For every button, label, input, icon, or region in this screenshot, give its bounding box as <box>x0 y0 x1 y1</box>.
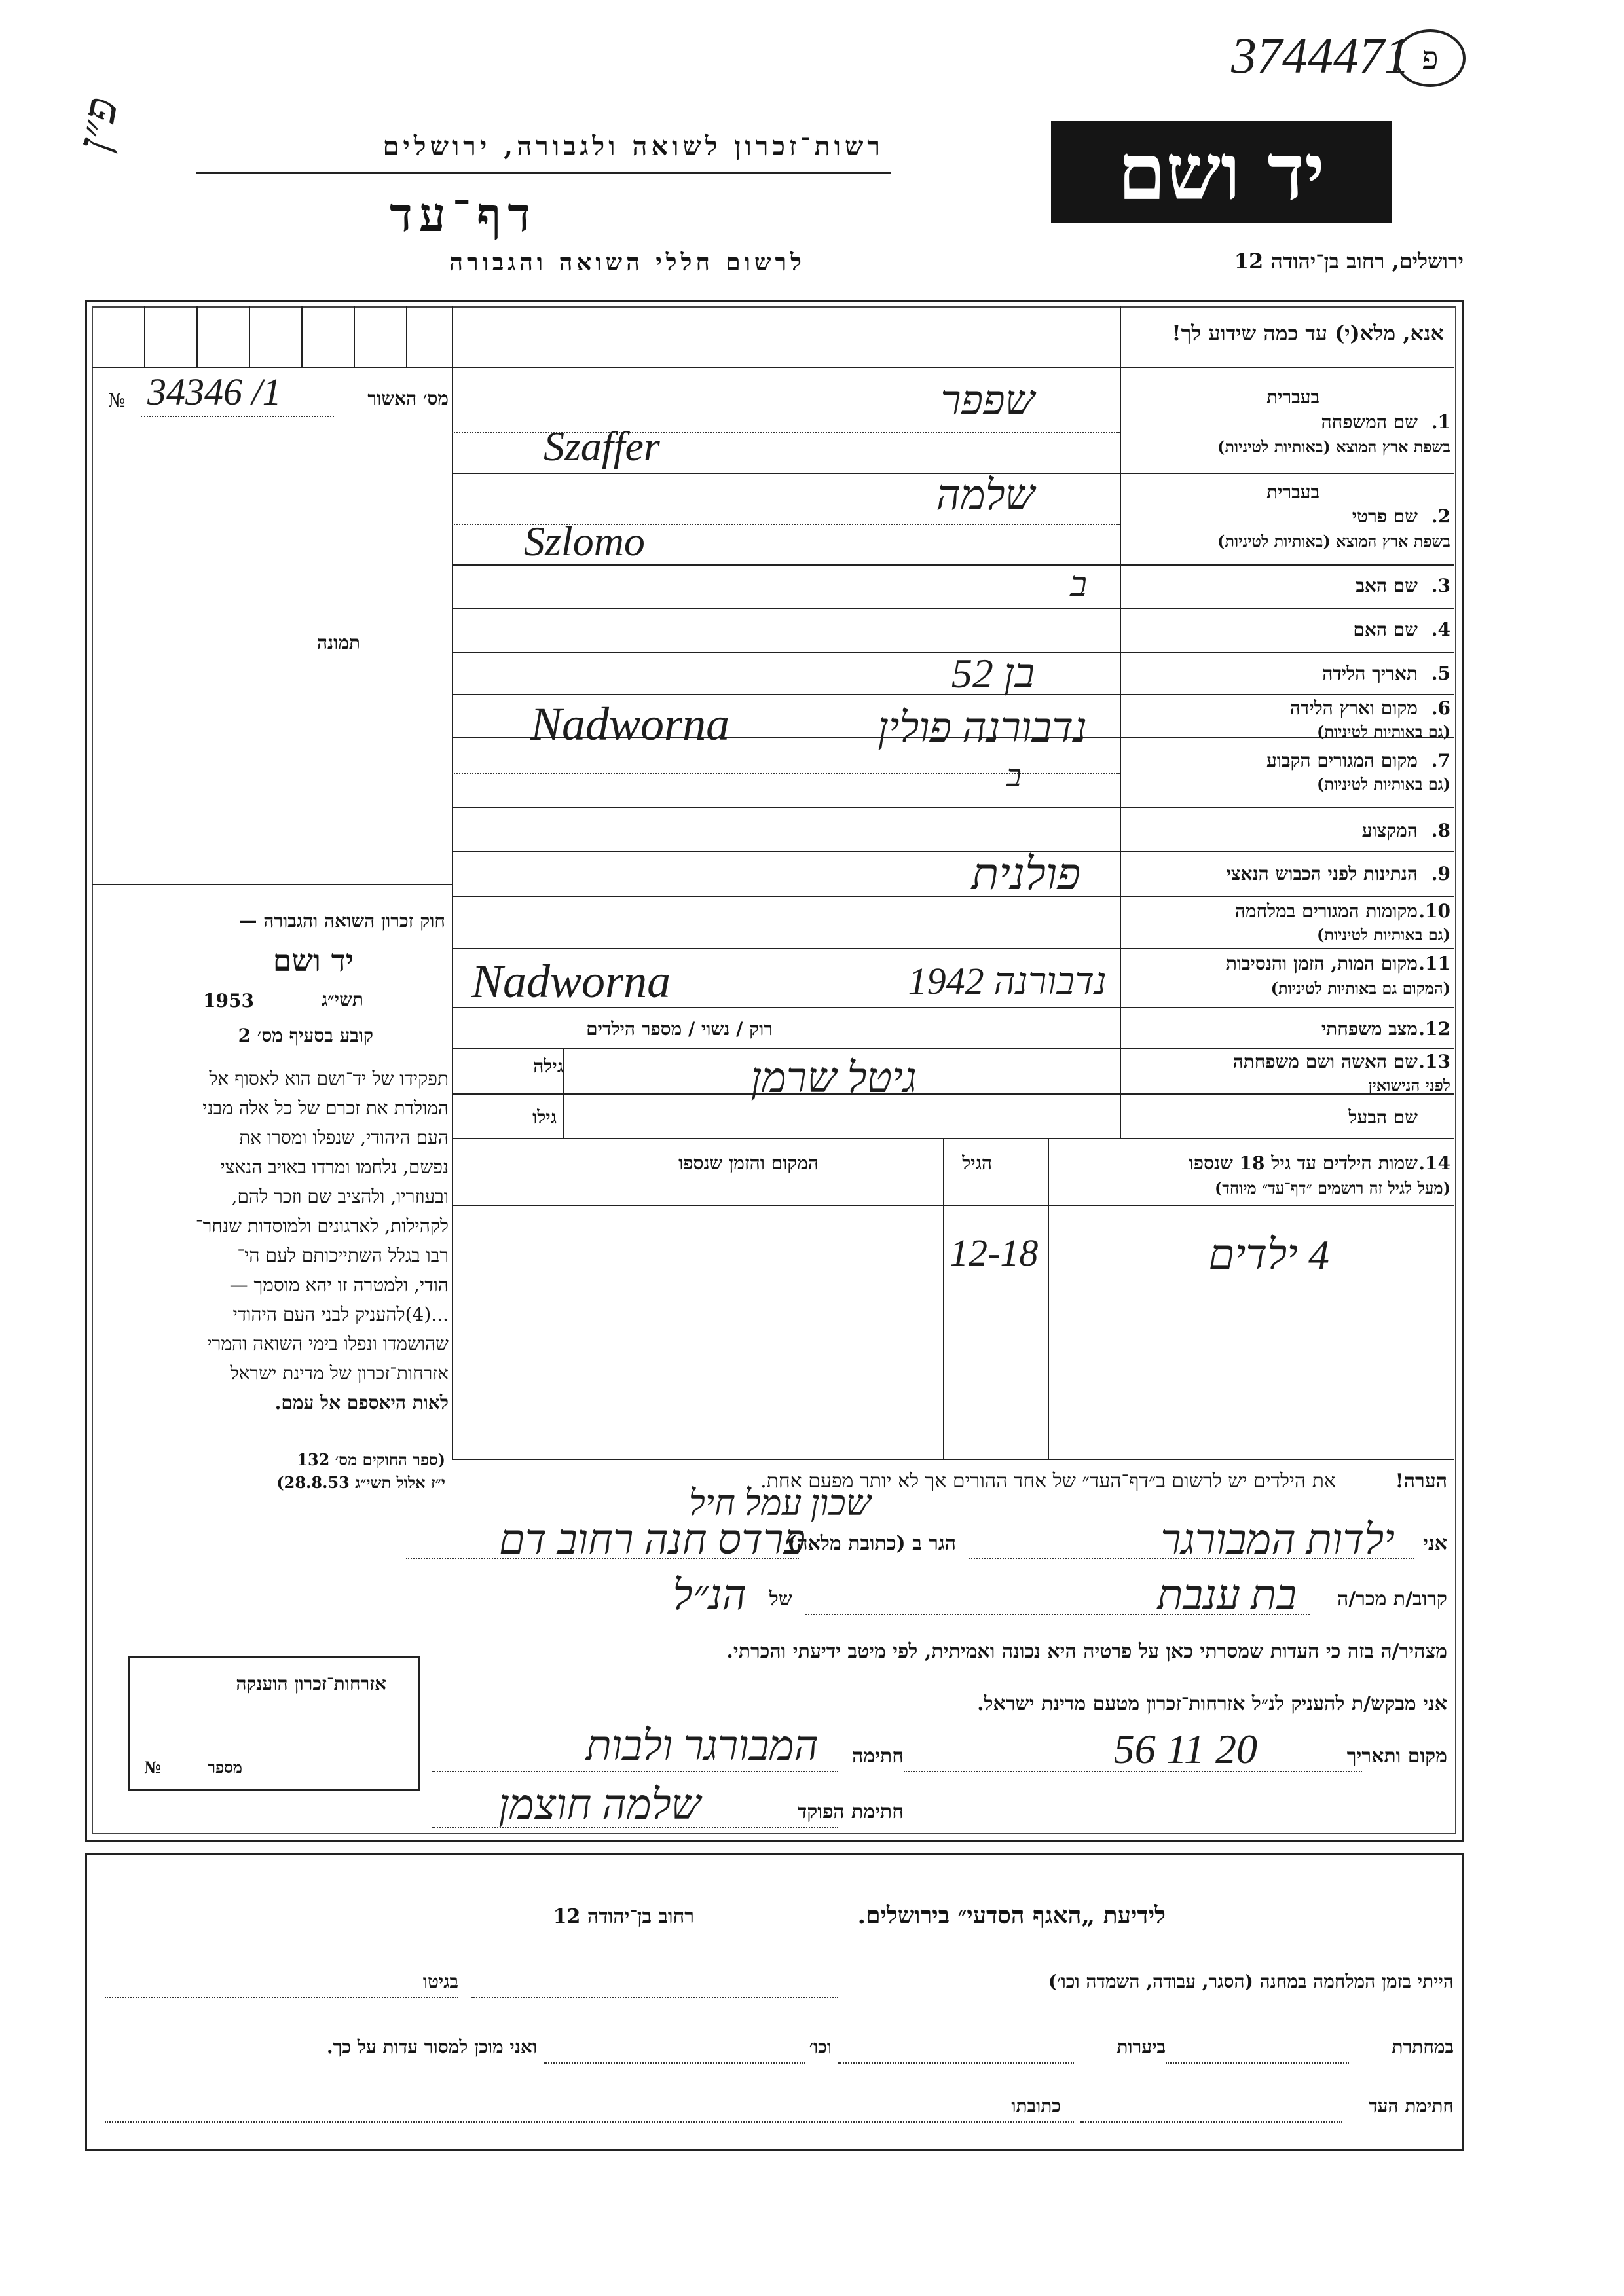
declarant-address: פרדס חנה רחוב דם <box>498 1516 805 1563</box>
bottom-dotline <box>1166 2062 1349 2064</box>
row-line <box>452 851 1454 852</box>
declarant-signature-label: חתימה <box>852 1745 904 1768</box>
field-1-label: שם המשפחה <box>1321 411 1418 433</box>
field-13-sub: לפני הנישואין <box>1368 1076 1450 1095</box>
declarant-declaration: מצהיר/ה בזה כי העדות שמסרתי כאן על פרטיה היא נכונה ואמיתית, לפי מיטב ידיעתי והכרתי. <box>726 1640 1447 1663</box>
bottom-dotline <box>838 2062 1074 2064</box>
signature-dotline <box>432 1771 838 1772</box>
field-1-num: 1. <box>1431 411 1450 433</box>
bottom-dotline <box>105 2121 1074 2123</box>
field-11-num: 11. <box>1418 953 1450 974</box>
declarant-request: אני מבקש/ת להעניק לנ״ל אזרחות־זכרון מטעם מדינת ישראל. <box>977 1692 1447 1715</box>
declarant-signature-value: המבורגר ולבות <box>585 1722 819 1769</box>
bottom-line3-b: כתובתו <box>1011 2095 1061 2117</box>
declarant-address-dotline <box>406 1558 799 1559</box>
field-13-label: שם האשה ושם משפחתה <box>1232 1051 1418 1072</box>
law-line: שהושמדו ונפלו בימי השואה והמרי <box>207 1333 449 1355</box>
field-1-hebrew-tag: בעברית <box>1266 386 1320 408</box>
approval-dotline <box>141 416 334 417</box>
law-body <box>82 1064 449 1417</box>
instructions-underline <box>452 367 1454 368</box>
field-13-num: 13. <box>1418 1051 1450 1072</box>
row-line <box>452 896 1454 897</box>
law-year: 1953 <box>203 990 254 1011</box>
field-9-value: פולנית <box>971 849 1080 899</box>
field-12-options: רוק / נשוי / מספר הילדים <box>586 1018 773 1040</box>
children-bottom-line <box>452 1459 1454 1460</box>
bottom-dotline <box>105 1997 458 1998</box>
form-subtitle: לרשום חללי השואה והגבורה <box>449 249 805 276</box>
declarant-prefix: אני <box>1423 1532 1447 1555</box>
field-6-value: נדבורנה פולין <box>877 704 1087 751</box>
bottom-dotline <box>1080 2121 1342 2123</box>
field-2-num: 2. <box>1431 505 1450 527</box>
field-13-age-label: גילה <box>533 1055 563 1077</box>
law-line: לקהילות, לארגונים ולמוסדות שנחר־ <box>195 1215 449 1237</box>
field-2-latin-value: Szlomo <box>524 518 645 564</box>
bottom-title: לידיעת „האגף הסדעי״ בירושלים. <box>857 1902 1166 1929</box>
cell-divider <box>249 306 250 367</box>
declarant-of-value: הנ״ל <box>673 1572 747 1618</box>
authority-name: רשות־זכרון לשואה ולגבורה, ירושלים <box>382 131 884 162</box>
law-line: לאות היאספם אל עמם. <box>274 1392 449 1413</box>
children-age-header: הגיל <box>962 1152 992 1174</box>
field-10-sub: (גם באותיות לטיניות) <box>1316 925 1450 944</box>
archive-side-mark: פ״ן <box>69 94 128 155</box>
law-hebrew-year: תשי״ג <box>321 989 363 1010</box>
field-6-latin-value: Nadworna <box>530 698 730 750</box>
bottom-line1-a: הייתי בזמן המלחמה במחנה (הסגר, עבודה, השמדה וכו׳) <box>1048 1971 1454 1992</box>
field-5-label: תאריך הלידה <box>1322 663 1418 684</box>
photo-label: תמונה <box>316 632 360 653</box>
law-line: רבו בגלל השתייכותם לעם הי־ <box>237 1245 449 1266</box>
officer-dotline <box>432 1827 838 1828</box>
field-4-num: 4. <box>1431 619 1450 640</box>
bottom-dotline <box>471 1997 838 1998</box>
field-2-label: שם פרטי <box>1352 505 1418 527</box>
field-2-sub: בשפת ארץ המוצא (באותיות לטיניות) <box>1217 532 1450 551</box>
field-11-sub: (המקום גם באותיות לטיניות) <box>1270 979 1450 998</box>
officer-signature-value: שלמה חוצמן <box>498 1781 701 1828</box>
children-divider <box>1048 1138 1049 1459</box>
children-divider <box>943 1138 944 1459</box>
date-dotline <box>904 1771 1362 1772</box>
law-title: חוק זכרון השואה והגבורה — <box>238 910 445 932</box>
field-1-sub: בשפת ארץ המוצא (באותיות לטיניות) <box>1217 437 1450 456</box>
field-12-label: מצב משפחתי <box>1321 1018 1418 1040</box>
field-1-latin-value: Szaffer <box>544 423 660 469</box>
declarant-address-note: שכון עמל חיל <box>688 1484 871 1523</box>
children-sub: (מעל לגיל זה רושמים ״דף־עד״ מיוחד) <box>1214 1178 1450 1197</box>
declarant-relation-value: בת ענבת <box>1157 1572 1297 1618</box>
declarant-name: ילדות המבורגר <box>1160 1516 1395 1563</box>
field-4-label: שם האם <box>1353 619 1418 640</box>
field-5-value: בן 52 <box>951 650 1035 697</box>
declarant-relation-dotline <box>805 1614 1310 1615</box>
field-8-label: המקצוע <box>1361 820 1418 841</box>
declarant-of-label: של <box>769 1588 792 1611</box>
declarant-relation-label: קרוב/ת מכר/ה <box>1337 1588 1447 1611</box>
children-num: 14. <box>1418 1152 1450 1174</box>
field-7-num: 7. <box>1431 750 1450 771</box>
field-11-value: נדבורנה 1942 <box>908 960 1107 1002</box>
field-2-hebrew-value: שלמה <box>936 472 1035 519</box>
field-2-hebrew-tag: בעברית <box>1266 481 1320 503</box>
field-3-label: שם האב <box>1356 575 1418 596</box>
approval-number-label: מס׳ האשור <box>367 388 449 409</box>
field-1-hebrew-value: שפפר <box>940 377 1035 424</box>
citizenship-box-title: אזרחות־זכרון הוענקה <box>236 1673 386 1694</box>
cell-divider <box>406 306 407 367</box>
age-divider <box>563 1048 564 1138</box>
field-7-label: מקום המגורים הקבוע <box>1266 750 1418 771</box>
law-line: הודי, ולמטרה זו יהא מוסמך — <box>229 1274 449 1296</box>
children-entry-age: 12-18 <box>950 1231 1039 1274</box>
cell-divider <box>301 306 303 367</box>
law-line: העם היהודי, שנפלו ומסרו את <box>239 1127 449 1148</box>
citizenship-box-number-label: מספר <box>208 1758 242 1777</box>
law-source-2: י״ז אלול תשי״ג 28.8.53) <box>276 1473 445 1492</box>
field-9-num: 9. <box>1431 863 1450 884</box>
field-11-latin-value: Nadworna <box>471 955 671 1008</box>
declarant-date-value: 20 11 56 <box>1113 1726 1257 1772</box>
field-6-label: מקום וארץ הלידה <box>1289 697 1418 719</box>
field-7-sub: (גם באותיות לטיניות) <box>1316 774 1450 793</box>
bottom-line2-b: ביערות <box>1116 2036 1166 2058</box>
approval-cells-bottom <box>92 367 452 368</box>
photo-area-bottom <box>92 884 452 885</box>
note-text: את הילדים יש לרשום ב״דף־העד״ של אחד ההורים אך לא יותר מפעם אחת. <box>760 1470 1336 1493</box>
row-line <box>452 1048 1454 1049</box>
law-name: יד ושם <box>272 943 354 978</box>
law-line: נפשם, נלחמו ומרדו באויב הנאצי <box>220 1156 449 1178</box>
field-3-value: ב <box>1069 565 1087 604</box>
row-line <box>452 948 1454 949</box>
authority-underline <box>196 172 891 174</box>
declarant-place-date-label: מקום ותאריך <box>1346 1745 1447 1768</box>
bottom-line3-a: חתימת העד <box>1369 2095 1454 2117</box>
archive-circle-mark: פ <box>1395 29 1466 87</box>
row-line <box>452 807 1454 808</box>
cell-divider <box>354 306 355 367</box>
archive-item-number: 3744471 <box>1231 27 1410 84</box>
left-column-divider <box>452 306 453 1459</box>
bottom-line2-d: ואני מוכן למסור עדות על כך. <box>326 2036 537 2058</box>
form-instructions: אנא, מלא(י) עד כמה שידוע לך! <box>1172 321 1444 346</box>
bottom-line2-c: וכו׳ <box>809 2036 832 2058</box>
field-13-value: גיטל שרמן <box>750 1055 917 1101</box>
bottom-address: רחוב בן־יהודה 12 <box>553 1905 694 1928</box>
bottom-section-frame <box>85 1853 1464 2151</box>
officer-label: חתימת הפוקד <box>797 1800 904 1823</box>
row-line <box>452 1093 1454 1095</box>
field-10-num: 10. <box>1418 900 1450 922</box>
field-10-label: מקומות המגורים במלחמה <box>1234 900 1418 922</box>
field-6-num: 6. <box>1431 697 1450 719</box>
law-source-1: (ספר החוקים מס׳ 132 <box>297 1450 445 1469</box>
note-label: הערה! <box>1395 1470 1447 1493</box>
field-3-num: 3. <box>1431 575 1450 596</box>
cell-divider <box>196 306 198 367</box>
field-9-label: הנתינות לפני הכבוש הנאצי <box>1226 863 1418 884</box>
bottom-line2-a: במחתרת <box>1392 2036 1454 2058</box>
bottom-dotline <box>544 2062 805 2064</box>
field-5-num: 5. <box>1431 663 1450 684</box>
law-line: ...(4)להעניק לבני העם היהודי <box>232 1303 449 1325</box>
bottom-line1-b: בגיטו <box>422 1971 458 1992</box>
law-line: תפקידו של יד־ושם הוא לאסוף אל <box>209 1068 449 1089</box>
children-place-header: המקום והזמן שנספו <box>678 1152 819 1174</box>
children-label: שמות הילדים עד גיל 18 שנספו <box>1189 1152 1418 1174</box>
field-husband-label: שם הבעל <box>1348 1106 1418 1128</box>
law-clause: קובע בסעיף מס׳ 2 <box>238 1025 373 1046</box>
field-11-label: מקום המות, הזמן והנסיבות <box>1225 953 1418 974</box>
field-12-num: 12. <box>1418 1018 1450 1040</box>
cell-divider <box>144 306 145 367</box>
label-column-divider <box>1120 306 1121 1138</box>
declarant-residing-label: הגר ב (כתובת מלאה) <box>787 1532 956 1555</box>
yad-vashem-logo: יד ושם <box>1051 121 1392 223</box>
children-header-line <box>452 1205 1454 1206</box>
header-address: ירושלים, רחוב בן־יהודה 12 <box>1234 249 1464 274</box>
field-7-value: ב <box>1006 759 1022 793</box>
row-line <box>452 608 1454 609</box>
form-title: דף־עד <box>390 187 537 242</box>
approval-number-prefix: № <box>108 390 126 411</box>
field-6-sub: (גם באותיות לטיניות) <box>1316 722 1450 741</box>
law-line: המולדת את זכרם של כל אלה מבני <box>202 1097 449 1119</box>
field-husband-age-label: גילו <box>532 1106 557 1128</box>
law-line: ובעוזריו, ולהציב שם וזכר להם, <box>231 1186 449 1207</box>
citizenship-box-number-prefix: № <box>144 1758 162 1777</box>
approval-number-value: 34346 /1 <box>147 371 282 413</box>
children-entry-name: 4 ילדים <box>1208 1231 1329 1278</box>
law-line: אזרחות־זכרון של מדינת ישראל <box>230 1362 449 1384</box>
row-line <box>452 1138 1454 1139</box>
declarant-name-dotline <box>969 1558 1414 1559</box>
field-8-num: 8. <box>1431 820 1450 841</box>
